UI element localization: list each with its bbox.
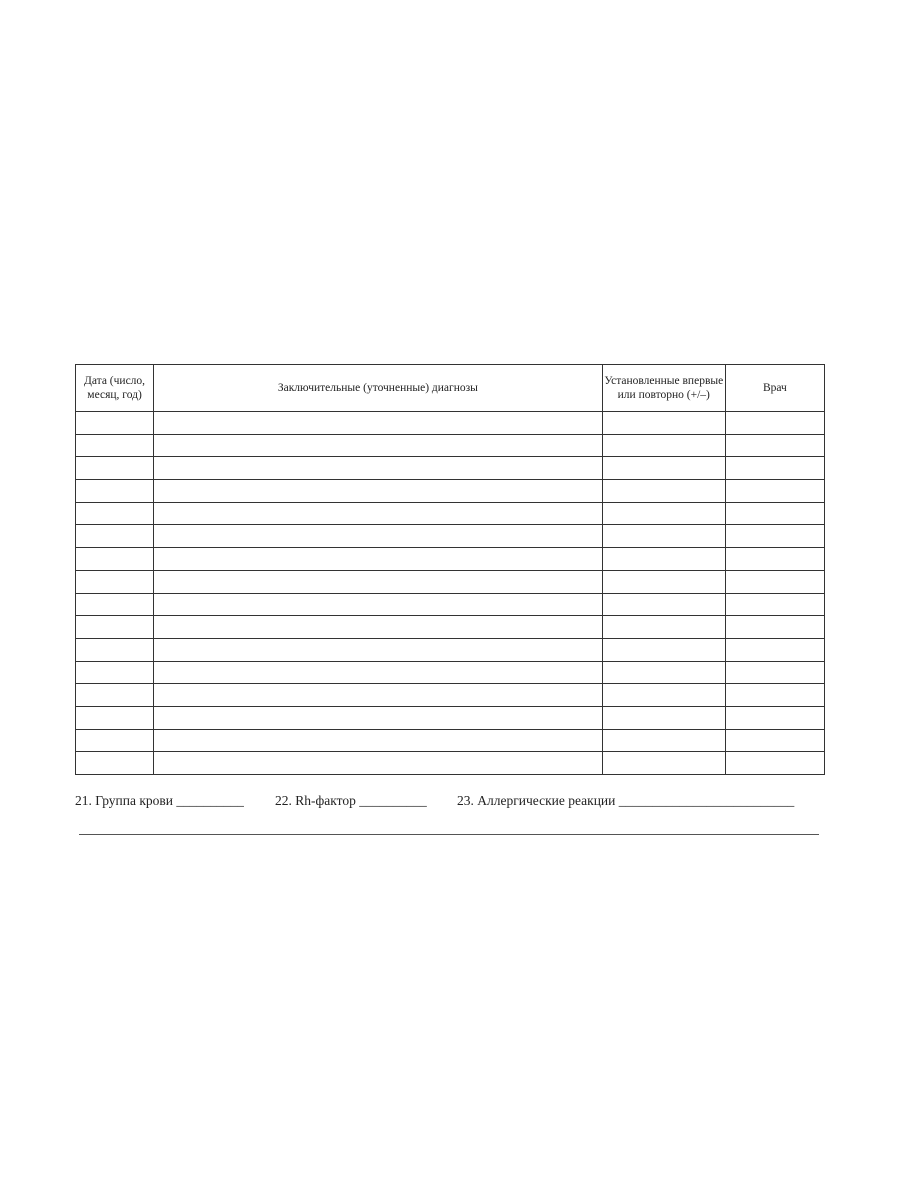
doctor-cell[interactable]: [725, 616, 824, 639]
date-cell[interactable]: [76, 661, 154, 684]
table-row: [76, 661, 825, 684]
header-date: Дата (число, месяц, год): [76, 365, 154, 412]
diagnosis-cell[interactable]: [154, 593, 603, 616]
diagnosis-cell[interactable]: [154, 502, 603, 525]
table-row: [76, 502, 825, 525]
diagnoses-table: [75, 364, 825, 775]
doctor-cell[interactable]: [725, 729, 824, 752]
doctor-cell[interactable]: [725, 525, 824, 548]
diagnosis-cell[interactable]: [154, 412, 603, 435]
established-cell[interactable]: [602, 661, 725, 684]
date-cell[interactable]: [76, 502, 154, 525]
doctor-cell[interactable]: [725, 480, 824, 503]
diagnosis-cell[interactable]: [154, 570, 603, 593]
established-cell[interactable]: [602, 706, 725, 729]
doctor-cell[interactable]: [725, 412, 824, 435]
date-cell[interactable]: [76, 525, 154, 548]
diagnosis-cell[interactable]: [154, 706, 603, 729]
date-cell[interactable]: [76, 706, 154, 729]
diagnosis-cell[interactable]: [154, 661, 603, 684]
date-cell[interactable]: [76, 684, 154, 707]
diagnosis-cell[interactable]: [154, 434, 603, 457]
established-cell[interactable]: [602, 570, 725, 593]
table-row: [76, 457, 825, 480]
established-cell[interactable]: [602, 412, 725, 435]
table-row: [76, 638, 825, 661]
header-diagnoses: Заключительные (уточненные) диагнозы: [154, 365, 603, 412]
established-cell[interactable]: [602, 502, 725, 525]
diagnosis-cell[interactable]: [154, 684, 603, 707]
doctor-cell[interactable]: [725, 706, 824, 729]
table-row: [76, 729, 825, 752]
established-cell[interactable]: [602, 480, 725, 503]
date-cell[interactable]: [76, 616, 154, 639]
doctor-cell[interactable]: [725, 752, 824, 775]
table-row: [76, 706, 825, 729]
allergies-continuation-line: [79, 834, 819, 835]
established-cell[interactable]: [602, 638, 725, 661]
established-cell[interactable]: [602, 752, 725, 775]
table-row: [76, 752, 825, 775]
date-cell[interactable]: [76, 593, 154, 616]
doctor-cell[interactable]: [725, 434, 824, 457]
table-body: [76, 412, 825, 775]
doctor-cell[interactable]: [725, 457, 824, 480]
date-cell[interactable]: [76, 412, 154, 435]
table-row: [76, 480, 825, 503]
table-row: [76, 616, 825, 639]
diagnosis-cell[interactable]: [154, 525, 603, 548]
table-header-row: [76, 365, 825, 412]
header-established: Установленные впервые или повторно (+/–): [602, 365, 725, 412]
date-cell[interactable]: [76, 457, 154, 480]
table-row: [76, 412, 825, 435]
doctor-cell[interactable]: [725, 593, 824, 616]
date-cell[interactable]: [76, 434, 154, 457]
established-cell[interactable]: [602, 434, 725, 457]
established-cell[interactable]: [602, 616, 725, 639]
header-doctor: Врач: [725, 365, 824, 412]
established-cell[interactable]: [602, 525, 725, 548]
doctor-cell[interactable]: [725, 570, 824, 593]
established-cell[interactable]: [602, 548, 725, 571]
blood-group-field: 21. Группа крови __________: [75, 793, 244, 808]
diagnosis-cell[interactable]: [154, 457, 603, 480]
date-cell[interactable]: [76, 570, 154, 593]
doctor-cell[interactable]: [725, 548, 824, 571]
table-row: [76, 684, 825, 707]
blood-info-line: [75, 793, 835, 809]
table-row: [76, 525, 825, 548]
table-row: [76, 434, 825, 457]
diagnosis-cell[interactable]: [154, 729, 603, 752]
table-row: [76, 548, 825, 571]
doctor-cell[interactable]: [725, 661, 824, 684]
doctor-cell[interactable]: [725, 502, 824, 525]
established-cell[interactable]: [602, 457, 725, 480]
date-cell[interactable]: [76, 752, 154, 775]
date-cell[interactable]: [76, 548, 154, 571]
table-row: [76, 570, 825, 593]
doctor-cell[interactable]: [725, 638, 824, 661]
doctor-cell[interactable]: [725, 684, 824, 707]
table-row: [76, 593, 825, 616]
date-cell[interactable]: [76, 480, 154, 503]
diagnosis-cell[interactable]: [154, 752, 603, 775]
diagnosis-cell[interactable]: [154, 638, 603, 661]
established-cell[interactable]: [602, 684, 725, 707]
date-cell[interactable]: [76, 729, 154, 752]
diagnosis-cell[interactable]: [154, 548, 603, 571]
rh-factor-field: 22. Rh-фактор __________: [275, 793, 427, 808]
diagnosis-cell[interactable]: [154, 480, 603, 503]
date-cell[interactable]: [76, 638, 154, 661]
allergies-field: 23. Аллергические реакции __________________________: [457, 793, 795, 808]
established-cell[interactable]: [602, 729, 725, 752]
diagnosis-cell[interactable]: [154, 616, 603, 639]
established-cell[interactable]: [602, 593, 725, 616]
